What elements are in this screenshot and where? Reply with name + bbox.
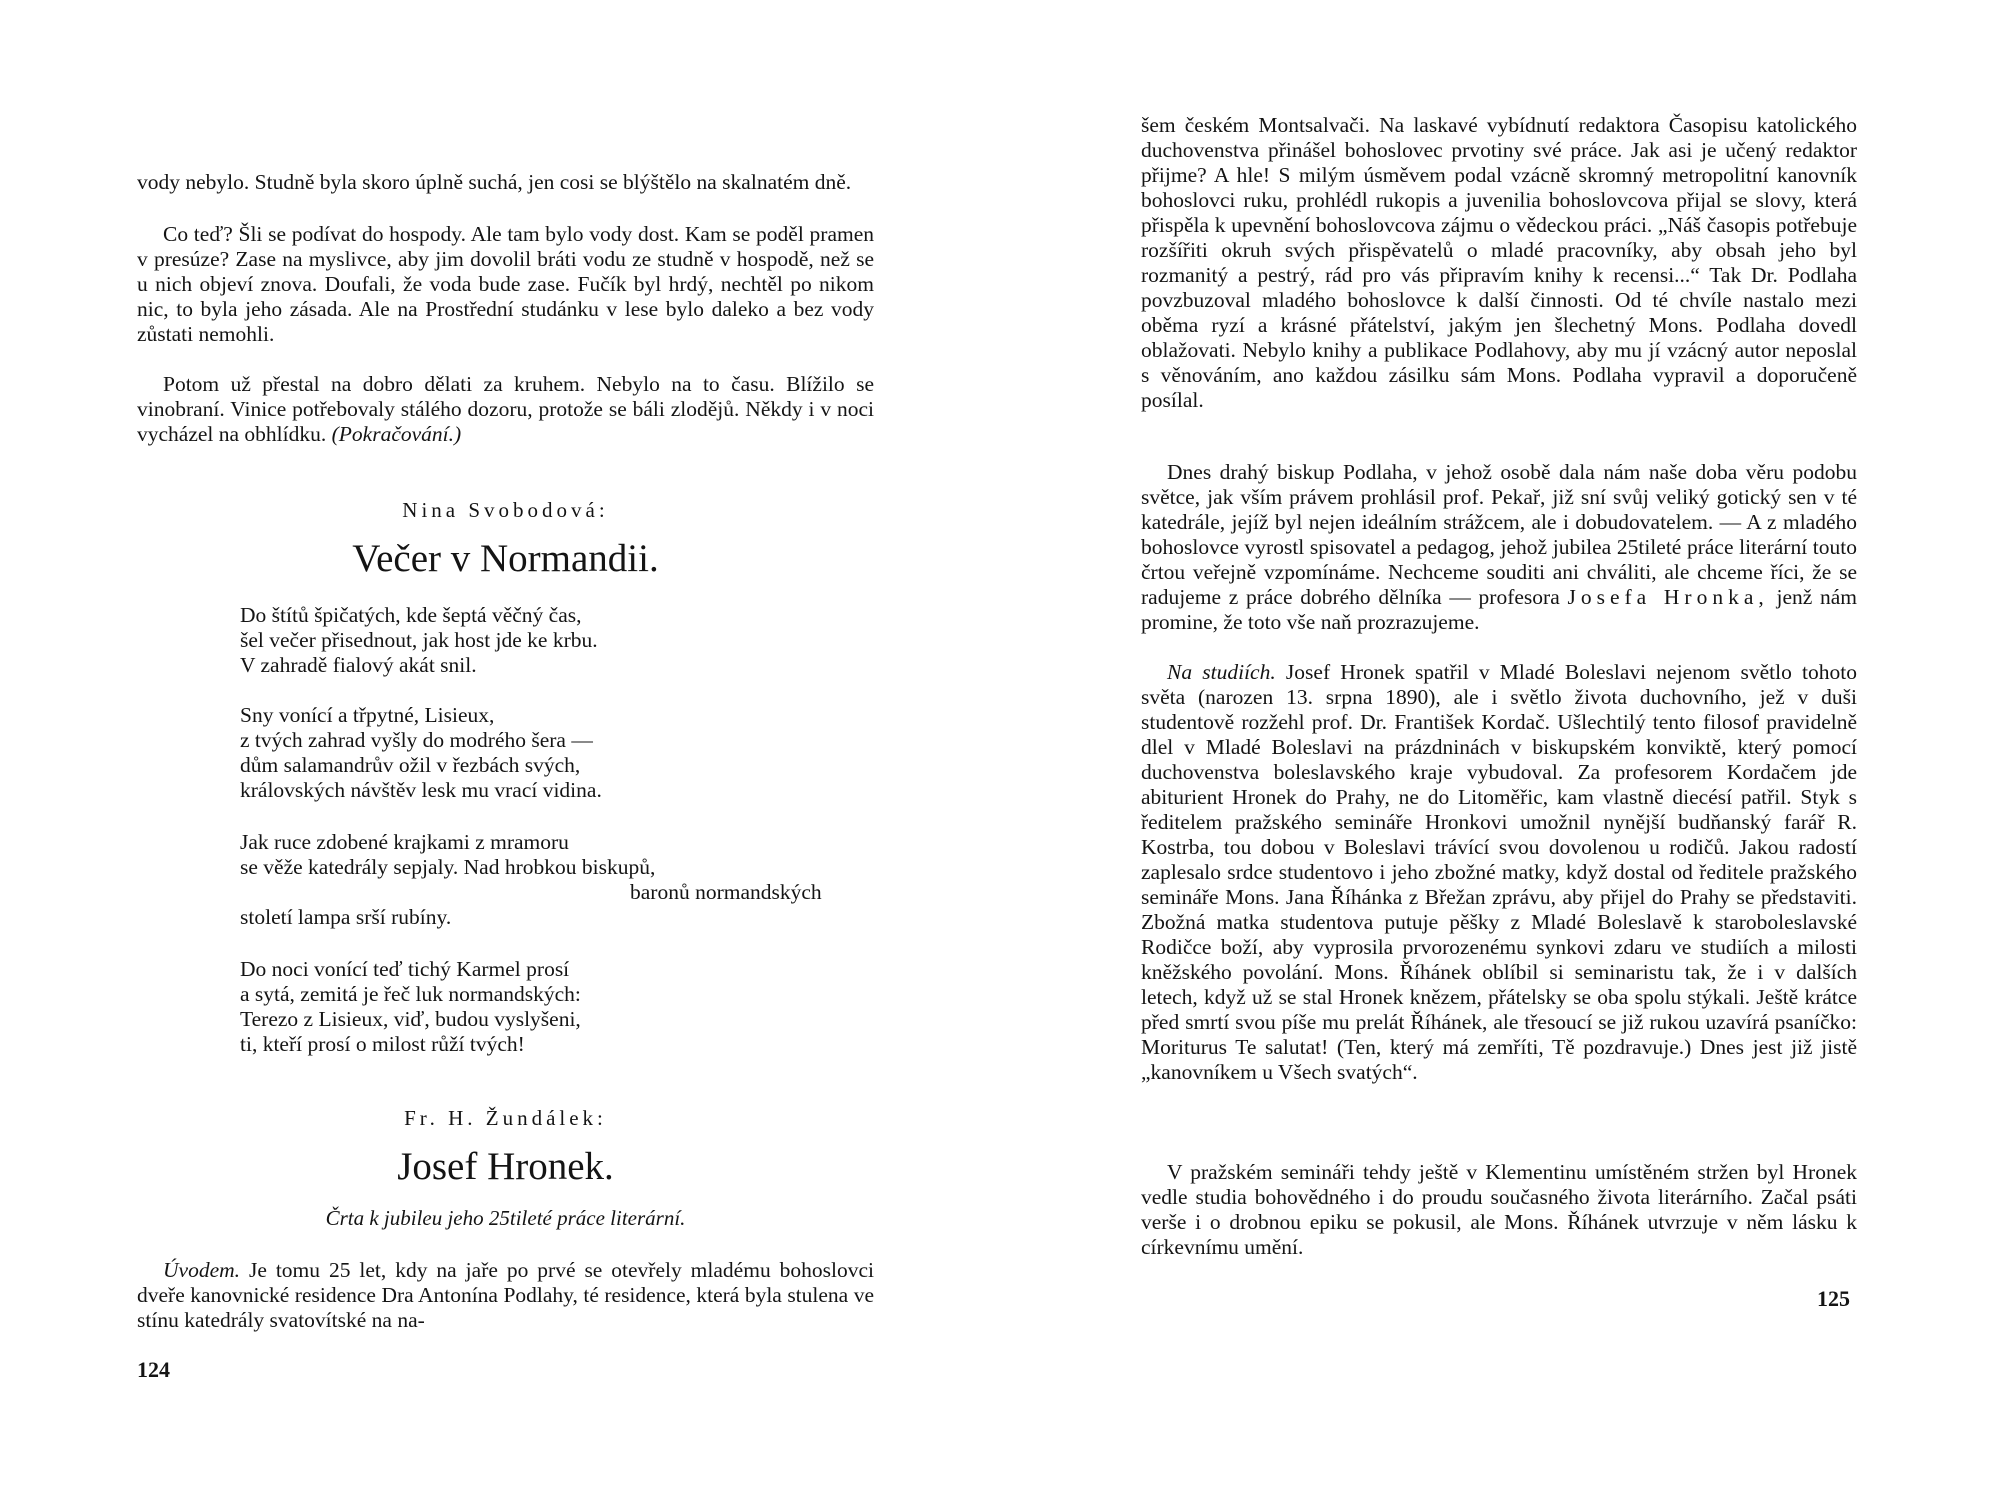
- poem-line: dům salamandrův ožil v řezbách svých,: [240, 753, 581, 777]
- poem-stanza-2: [240, 703, 602, 803]
- poem-line: královských návštěv lesk mu vrací vidina.: [240, 778, 602, 802]
- story-continuation-paragraph: vody nebylo. Studně byla skoro úplně suchá, jen cosi se blýštělo na skalnatém dně.: [137, 170, 852, 194]
- poem-stanza-4: [240, 957, 581, 1057]
- poem-line: Do štítů špičatých, kde šeptá věčný čas,: [240, 603, 582, 627]
- article-paragraph-1: šem českém Montsalvači. Na laskavé vybídnutí redaktora Časopisu katolického duchovenstva přinášel bohoslovec prvotiny své práce. Jak asi je učený redaktor přijme? A hle! S milým úsměvem podal vzácně skromný metropolitní kanovník bohoslovci ruku, prohlédl rukopis a juvenilia bohoslovcova přijal se slovy, která přispěla k upevnění bohoslovcova zájmu o vědeckou práci. „Náš časopis potřebuje rozšířiti okruh svých přispěvatelů o mladé pracovníky, aby obsah jeho byl rozmanitý a pestrý, rád pro vás připravím knihy k recensi...“ Tak Dr. Podlaha povzbuzoval mladého bohoslovce k další činnosti. Od té chvíle nastalo mezi oběma ryzí a krásné přátelství, jakým jen šlechetný Mons. Podlaha dovedl oblažovati. Nebylo knihy a publikace Podlahovy, aby mu jí vzácný autor neposlal s věnováním, ano každou zásilku sám Mons. Podlaha vypravil a doporučeně posílal.: [1141, 113, 1857, 412]
- article-intro-paragraph: [137, 1258, 874, 1333]
- intro-text: Je tomu 25 let, kdy na jaře po prvé se otevřely mladému bohoslovci dveře kanovnické residence Dra Antonína Podlahy, té residence, která byla stulena ve stínu katedrály svatovítské na na-: [137, 1258, 874, 1332]
- article-paragraph-2: [1141, 460, 1857, 635]
- story-closing-text: Potom už přestal na dobro dělati za kruhem. Nebylo na to času. Blížilo se vinobraní. Vinice potřebovaly stálého dozoru, protože se báli zlodějů. Někdy i v noci vycházel na obhlídku.: [137, 372, 874, 446]
- article-title: Josef Hronek.: [397, 1145, 614, 1188]
- section-label: Na studiích.: [1167, 660, 1276, 684]
- poem-line: Terezo z Lisieux, viď, budou vyslyšeni,: [240, 1007, 581, 1031]
- story-closing-paragraph: [137, 372, 874, 447]
- poem-line: baronů normandských: [630, 880, 822, 904]
- article-subtitle: Črta k jubileu jeho 25tileté práce literární.: [325, 1206, 686, 1230]
- article-author: Fr. H. Žundálek:: [404, 1106, 607, 1130]
- poem-line: a sytá, zemitá je řeč luk normandských:: [240, 982, 581, 1006]
- paragraph-text: Dnes drahý biskup Podlaha, v jehož osobě dala nám naše doba věru podobu světce, jak vším právem prohlásil prof. Pekař, již sní svůj veliký gotický sen v té katedrále, jejíž byl nejen ideálním strážcem, ale i dobudovatelem. — A z mladého bohoslovce vyrostl spisovatel a pedagog, jehož jubilea 25tileté práce literární touto črtou veřejně vzpomínáme. Nechceme souditi ani chváliti, ale chceme říci, že se radujeme z práce dobrého dělníka — profesora: [1141, 460, 1857, 609]
- poem-title: Večer v Normandii.: [352, 537, 659, 580]
- poem-line: z tvých zahrad vyšly do modrého šera —: [240, 728, 593, 752]
- poem-line: ti, kteří prosí o milost růží tvých!: [240, 1032, 525, 1056]
- article-paragraph-3: [1141, 660, 1857, 1085]
- poem-line: šel večer přisednout, jak host jde ke krbu.: [240, 628, 598, 652]
- page-number-left: 124: [137, 1357, 170, 1382]
- poem-line: Jak ruce zdobené krajkami z mramoru: [240, 830, 569, 854]
- poem-author: Nina Svobodová:: [402, 498, 609, 522]
- poem-line: Do noci vonící teď tichý Karmel prosí: [240, 957, 570, 981]
- paragraph-text: Josef Hronek spatřil v Mladé Boleslavi nejenom světlo tohoto světa (narozen 13. srpna 1890), ale i světlo života duchovního, jež v duši studentově rozžehl prof. Dr. František Kordač. Ušlechtilý tento filosof pravidelně dlel v Mladé Boleslavi na prázdninách v biskupském konviktě, který pomocí duchovenstva boleslavského kraje vybudoval. Za profesorem Kordačem jde abiturient Hronek do Prahy, ne do Litoměřic, kam vlastně diecésí patřil. Styk s ředitelem pražského semináře Hronkovi umožnil nynější budňanský farář R. Kostrba, tou dobou v Boleslavi trávící svou dovolenou u rodičů. Jakou radostí zaplesalo srdce studentovo i jeho zbožné matky, když dostal od ředitele pražského semináře Mons. Jana Říhánka z Břežan zprávu, aby přijel do Prahy se představiti. Zbožná matka studentova putuje pěšky z Mladé Boleslavě k staroboleslavské Rodičce boží, aby vyprosila prvorozenému synkovi zdaru ve studiích a milosti kněžského povolání. Mons. Říhánek oblíbil si seminaristu tak, že i v dalších letech, když už se stal Hronek knězem, přátelsky se oba spolu stýkali. Ještě krátce před smrtí svou píše mu prelát Říhánek, ale třesoucí se již rukou uzavírá psaníčko: Moriturus Te salutat! (Ten, který má zemříti, Tě pozdravuje.) Dnes jest již jistě „kanovníkem u Všech svatých“.: [1141, 660, 1858, 1084]
- poem-stanza-1: [240, 603, 598, 678]
- poem-line: V zahradě fialový akát snil.: [240, 653, 477, 677]
- article-paragraph-4: V pražském semináři tehdy ještě v Klementinu umístěném stržen byl Hronek vedle studia bohovědného i do proudu současného života literárního. Začal psáti verše i o drobnou epiku se pokusil, ale Mons. Říhánek utvrzuje v něm lásku k církevnímu umění.: [1141, 1160, 1857, 1259]
- page-number-right: 125: [1817, 1286, 1850, 1311]
- story-paragraph: Co teď? Šli se podívat do hospody. Ale tam bylo vody dost. Kam se poděl pramen v presúze? Zase na myslivce, aby jim dovolil bráti vodu ze studně v hospodě, než se u nich objeví znova. Doufali, že voda bude zase. Fučík byl hrdý, nechtěl po nikom nic, to byla jeho zásada. Ale na Prostřední studánku v lese bylo daleko a bez vody zůstati nemohli.: [137, 222, 874, 346]
- poem-line: se věže katedrály sepjaly. Nad hrobkou biskupů,: [240, 855, 656, 879]
- poem-line: Sny vonící a třpytné, Lisieux,: [240, 703, 495, 727]
- spaced-name: Josefa Hronka,: [1567, 585, 1769, 609]
- to-be-continued-note: (Pokračování.): [331, 422, 462, 446]
- intro-label: Úvodem.: [163, 1258, 241, 1282]
- poem-line: století lampa srší rubíny.: [240, 905, 452, 929]
- paragraph-text: jenž nám promine, že toto vše naň prozrazujeme.: [1141, 585, 1858, 634]
- poem-stanza-3: [240, 830, 822, 930]
